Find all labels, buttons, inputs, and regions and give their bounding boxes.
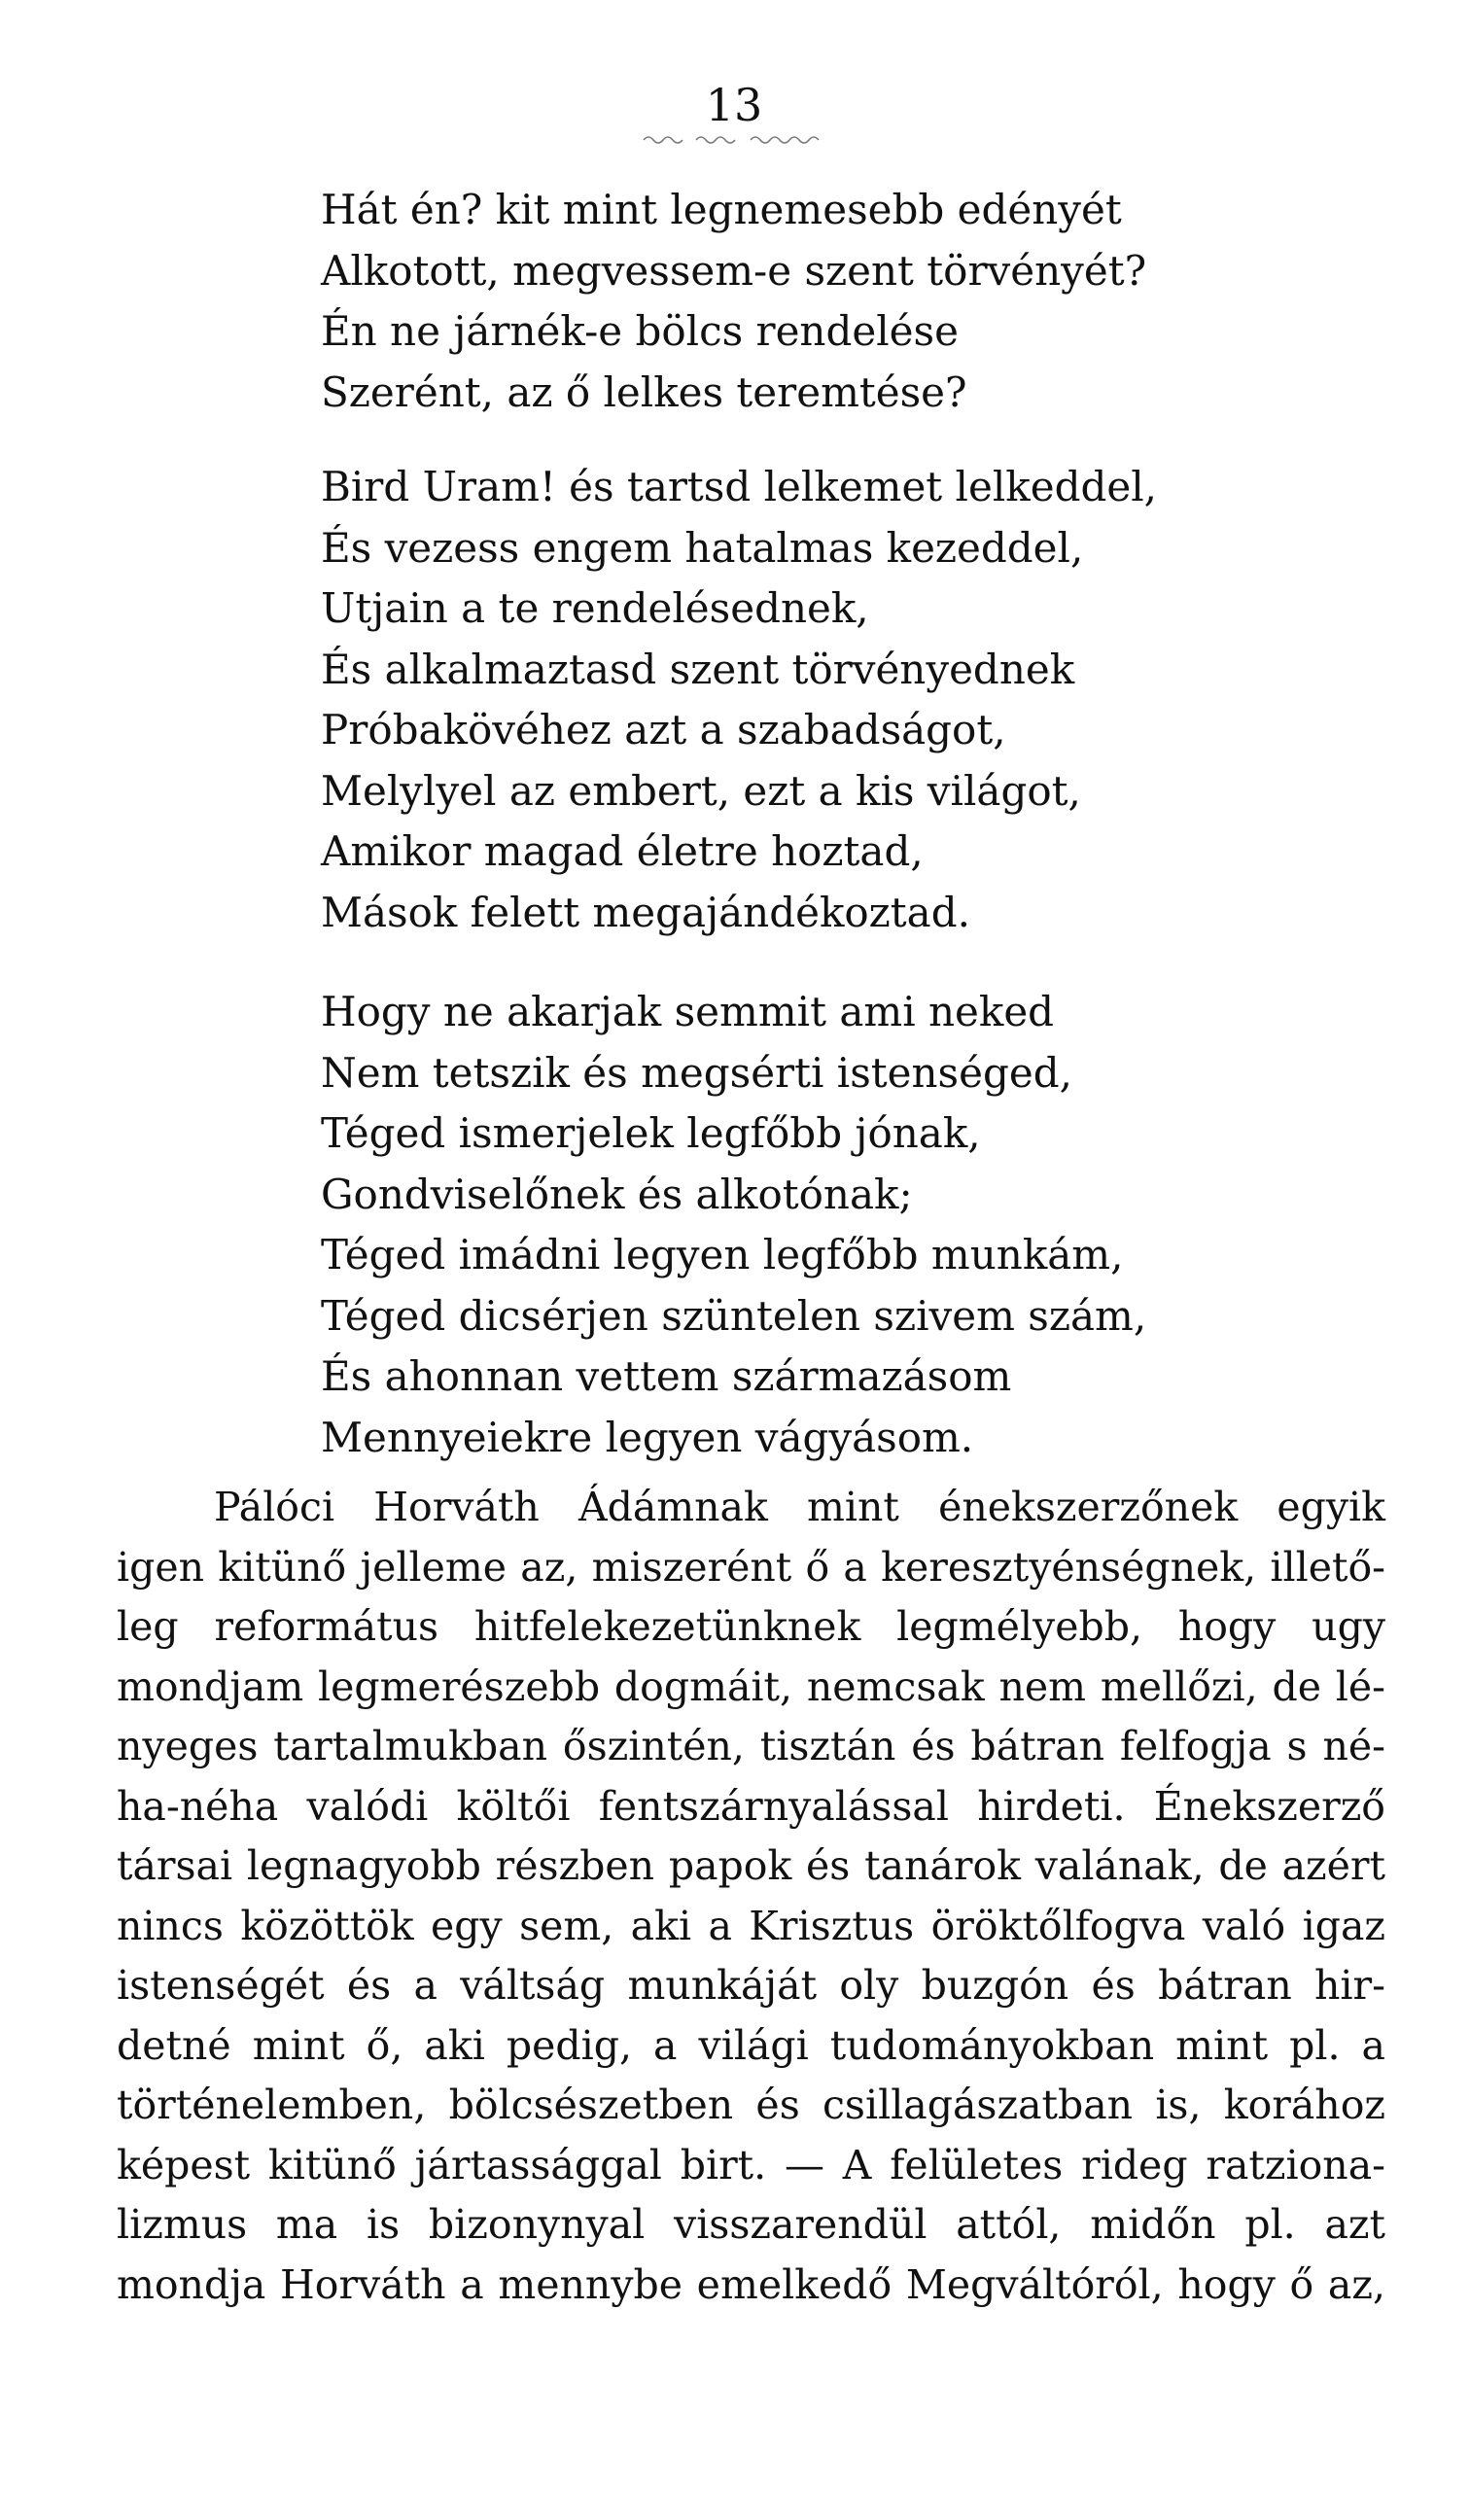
prose-line: képest kitünő jártassággal birt. — A felületes rideg ratziona- — [117, 2141, 1385, 2188]
verse-line: Melylyel az embert, ezt a kis világot, — [321, 766, 1081, 815]
verse-line: Téged ismerjelek legfőbb jónak, — [321, 1109, 981, 1157]
verse-line: Én ne járnék-e bölcs rendelése — [321, 307, 959, 355]
prose-line: Pálóci Horváth Ádámnak mint énekszerzőnek egyik — [214, 1484, 1385, 1530]
prose-line: nincs közöttök egy sem, aki a Krisztus öröktőlfogva való igaz — [117, 1902, 1385, 1949]
prose-line: mondjam legmerészebb dogmáit, nemcsak nem mellőzi, de lé- — [117, 1662, 1385, 1710]
verse-line: Téged imádni legyen legfőbb munkám, — [321, 1231, 1124, 1278]
stanza-2 — [321, 457, 1410, 943]
stanza-3 — [321, 982, 1410, 1468]
verse-line: Hogy ne akarjak semmit ami neked — [321, 988, 1055, 1035]
prose-line: detné mint ő, aki pedig, a világi tudományokban mint pl. a — [117, 2021, 1385, 2069]
prose-line: igen kitünő jelleme az, miszerént ő a keresztyénségnek, illető- — [117, 1543, 1385, 1591]
verse-line: Amikor magad életre hoztad, — [321, 827, 924, 875]
stanza-1 — [321, 180, 1410, 423]
verse-line: Alkotott, megvessem-e szent törvényét? — [321, 246, 1147, 295]
verse-line: Bird Uram! és tartsd lelkemet lelkeddel, — [321, 463, 1157, 510]
verse-line: És alkalmaztasd szent törvényednek — [321, 645, 1075, 693]
page-number: 13 — [705, 79, 763, 131]
prose-line: nyeges tartalmukban őszintén, tisztán és bátran felfogja s né- — [117, 1723, 1385, 1769]
prose-line: ha-néha valódi költői fentszárnyalással hirdeti. Énekszerző — [117, 1782, 1385, 1830]
verse-line: Hát én? kit mint legnemesebb edényét — [321, 186, 1122, 233]
prose-line: istenségét és a váltság munkáját oly buzgón és bátran hir- — [117, 1962, 1385, 2009]
prose-line: társai legnagyobb részben papok és tanárok valának, de azért — [117, 1842, 1385, 1889]
verse-line: Gondviselőnek és alkotónak; — [321, 1170, 913, 1218]
ornament-divider — [640, 132, 834, 146]
verse-line: És vezess engem hatalmas kezeddel, — [321, 523, 1084, 572]
prose-line: mondja Horváth a mennybe emelkedő Megváltóról, hogy ő az, — [117, 2260, 1385, 2308]
verse-line: Mások felett megajándékoztad. — [321, 888, 970, 936]
verse-line: És ahonnan vettem származásom — [321, 1352, 1012, 1400]
verse-line: Utjain a te rendelésednek, — [321, 584, 869, 632]
verse-line: Téged dicsérjen szüntelen szivem szám, — [321, 1291, 1147, 1340]
verse-line: Mennyeiekre legyen vágyásom. — [321, 1413, 974, 1461]
prose-line: történelemben, bölcsészetben és csillagászatban is, korához — [117, 2082, 1385, 2128]
verse-line: Szerént, az ő lelkes teremtése? — [321, 368, 967, 416]
prose-line: leg református hitfelekezetünknek legmélyebb, hogy ugy — [117, 1603, 1385, 1650]
prose-paragraph — [117, 1478, 1385, 2315]
verse-line: Nem tetszik és megsérti istenséged, — [321, 1048, 1072, 1097]
prose-line: lizmus ma is bizonynyal visszarendül attól, midőn pl. azt — [117, 2201, 1385, 2248]
verse-line: Próbakövéhez azt a szabadságot, — [321, 706, 1006, 753]
